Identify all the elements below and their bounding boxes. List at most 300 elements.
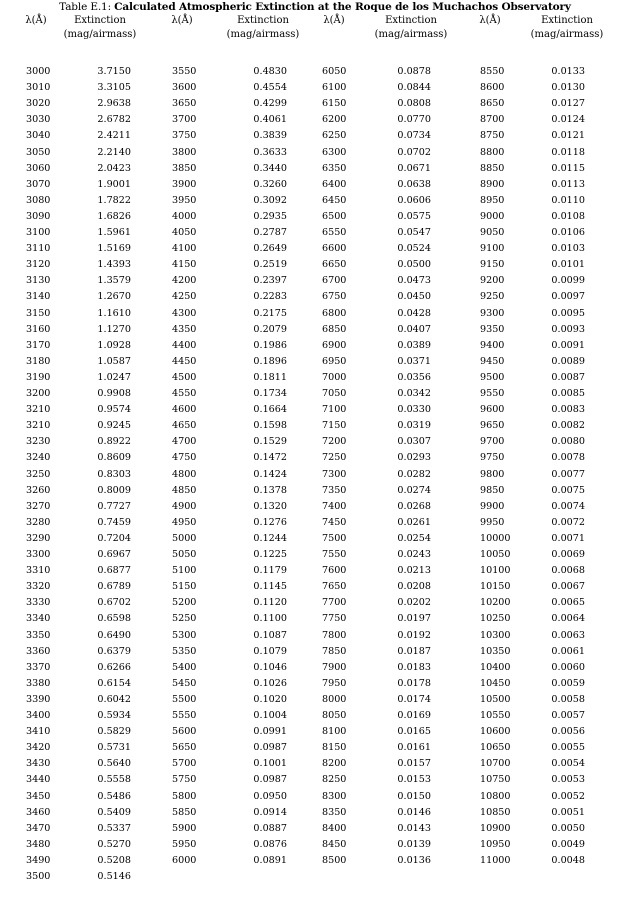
wavelength-cell: 9800	[480, 468, 505, 480]
wavelength-cell: 8850	[480, 162, 505, 174]
extinction-cell: 0.1046	[253, 661, 287, 673]
wavelength-cell: 3350	[26, 629, 51, 641]
extinction-cell: 0.0450	[397, 291, 431, 303]
extinction-cell: 1.3579	[97, 275, 131, 287]
header-extinction-2	[218, 14, 308, 42]
extinction-cell: 0.0293	[397, 452, 431, 464]
extinction-cell: 0.5640	[97, 758, 131, 770]
wavelength-cell: 9850	[480, 484, 505, 496]
wavelength-cell: 3020	[26, 98, 51, 110]
wavelength-cell: 3150	[26, 307, 51, 319]
wavelength-cell: 3850	[172, 162, 197, 174]
extinction-cell: 0.0243	[397, 549, 431, 560]
extinction-cell: 0.0165	[397, 726, 431, 738]
wavelength-cell: 9150	[480, 259, 505, 271]
wavelength-cell: 10200	[480, 597, 511, 609]
wavelength-cell: 8450	[322, 838, 347, 850]
wavelength-cell: 3120	[26, 259, 51, 271]
extinction-cell: 0.0099	[551, 275, 585, 287]
wavelength-cell: 7850	[322, 645, 347, 657]
wavelength-cell: 4800	[172, 468, 197, 480]
wavelength-cell: 4450	[172, 355, 197, 367]
wavelength-cell: 3070	[26, 178, 51, 190]
extinction-cell: 0.3440	[253, 162, 287, 174]
wavelength-cell: 3010	[26, 82, 51, 94]
extinction-cell: 0.8609	[97, 452, 131, 464]
wavelength-cell: 6600	[322, 243, 347, 255]
extinction-cell: 0.0734	[397, 130, 431, 142]
extinction-cell: 0.0844	[397, 82, 431, 94]
wavelength-cell: 5450	[172, 677, 197, 689]
wavelength-cell: 8650	[480, 98, 505, 110]
wavelength-cell: 3030	[26, 114, 51, 126]
wavelength-cell: 4950	[172, 516, 197, 528]
wavelength-cell: 8700	[480, 114, 505, 126]
wavelength-cell: 9350	[480, 323, 505, 335]
header-extinction-line2: (mag/airmass)	[530, 29, 604, 40]
extinction-cell: 0.6877	[97, 565, 131, 577]
extinction-cell: 0.0139	[397, 838, 431, 850]
extinction-cell: 0.0072	[551, 516, 585, 528]
extinction-cell: 3.7150	[97, 66, 131, 77]
wavelength-cell: 3360	[26, 645, 51, 657]
wavelength-cell: 4100	[172, 243, 197, 255]
wavelength-cell: 10800	[480, 790, 511, 802]
wavelength-cell: 9650	[480, 420, 505, 432]
extinction-cell: 1.6826	[97, 210, 131, 222]
extinction-cell: 0.8009	[97, 484, 131, 496]
extinction-cell: 0.0891	[253, 854, 287, 866]
wavelength-cell: 6300	[322, 146, 347, 158]
extinction-cell: 0.0085	[551, 388, 585, 399]
extinction-cell: 0.1244	[253, 532, 287, 544]
extinction-cell: 0.0103	[551, 243, 585, 255]
wavelength-cell: 5700	[172, 758, 197, 770]
extinction-cell: 0.0052	[551, 790, 585, 802]
wavelength-cell: 8400	[322, 822, 347, 834]
extinction-cell: 0.0524	[397, 243, 431, 255]
extinction-cell: 0.0106	[551, 227, 585, 238]
wavelength-cell: 4000	[172, 210, 197, 222]
extinction-cell: 0.1145	[253, 581, 287, 593]
extinction-cell: 0.2079	[253, 323, 287, 335]
wavelength-cell: 4850	[172, 484, 197, 496]
extinction-cell: 0.1896	[253, 355, 287, 367]
wavelength-cell: 4300	[172, 307, 197, 319]
extinction-cell: 0.4554	[253, 82, 287, 94]
wavelength-cell: 6750	[322, 291, 347, 303]
wavelength-cell: 7350	[322, 484, 347, 496]
extinction-cell: 2.6782	[97, 114, 131, 126]
extinction-cell: 0.0342	[397, 388, 431, 399]
extinction-cell: 0.0063	[551, 629, 585, 641]
extinction-cell: 0.0428	[397, 307, 431, 319]
wavelength-cell: 9300	[480, 307, 505, 319]
extinction-cell: 0.5409	[97, 806, 131, 818]
extinction-cell: 0.6490	[97, 629, 131, 641]
wavelength-cell: 3750	[172, 130, 197, 142]
caption-label: Table E.1:	[59, 1, 111, 13]
extinction-cell: 0.0213	[397, 565, 431, 577]
extinction-cell: 0.0136	[397, 854, 431, 866]
wavelength-cell: 3420	[26, 742, 51, 754]
extinction-cell: 0.1020	[253, 693, 287, 705]
wavelength-cell: 6500	[322, 210, 347, 222]
wavelength-cell: 3090	[26, 210, 51, 222]
wavelength-cell: 9600	[480, 404, 505, 416]
header-wavelength-text: λ(Å)	[171, 15, 193, 26]
wavelength-cell: 9200	[480, 275, 505, 287]
wavelength-cell: 4600	[172, 404, 197, 416]
wavelength-cell: 9000	[480, 210, 505, 222]
wavelength-cell: 5600	[172, 726, 197, 738]
extinction-cell: 0.0150	[397, 790, 431, 802]
wavelength-cell: 4200	[172, 275, 197, 287]
wavelength-cell: 3140	[26, 291, 51, 303]
wavelength-cell: 3330	[26, 597, 51, 609]
extinction-cell: 0.1811	[253, 371, 287, 383]
extinction-cell: 0.8303	[97, 468, 131, 480]
wavelength-cell: 4250	[172, 291, 197, 303]
extinction-cell: 0.0274	[397, 484, 431, 496]
extinction-cell: 0.0083	[551, 404, 585, 416]
wavelength-cell: 3000	[26, 66, 51, 77]
wavelength-cell: 3110	[26, 243, 51, 255]
extinction-cell: 0.0069	[551, 549, 585, 560]
extinction-cell: 0.0065	[551, 597, 585, 609]
wavelength-cell: 5250	[172, 613, 197, 625]
wavelength-cell: 7300	[322, 468, 347, 480]
wavelength-cell: 7650	[322, 581, 347, 593]
wavelength-cell: 3440	[26, 774, 51, 786]
extinction-cell: 0.0389	[397, 339, 431, 351]
extinction-cell: 0.0153	[397, 774, 431, 786]
wavelength-cell: 3460	[26, 806, 51, 818]
extinction-cell: 0.0183	[397, 661, 431, 673]
header-wavelength-text: λ(Å)	[479, 15, 501, 26]
extinction-cell: 0.4299	[253, 98, 287, 110]
extinction-cell: 1.7822	[97, 194, 131, 206]
wavelength-cell: 5900	[172, 822, 197, 834]
wavelength-cell: 8900	[480, 178, 505, 190]
wavelength-cell: 6950	[322, 355, 347, 367]
extinction-cell: 2.4211	[97, 130, 131, 142]
extinction-cell: 0.0702	[397, 146, 431, 158]
extinction-cell: 0.5270	[97, 838, 131, 850]
extinction-cell: 0.1472	[253, 452, 287, 464]
extinction-cell: 0.0319	[397, 420, 431, 432]
wavelength-cell: 7900	[322, 661, 347, 673]
wavelength-cell: 4400	[172, 339, 197, 351]
extinction-cell: 0.5731	[97, 742, 131, 754]
extinction-cell: 0.0087	[551, 371, 585, 383]
wavelength-cell: 3430	[26, 758, 51, 770]
wavelength-cell: 7700	[322, 597, 347, 609]
wavelength-cell: 3490	[26, 854, 51, 866]
wavelength-cell: 8050	[322, 710, 347, 721]
extinction-cell: 0.0097	[551, 291, 585, 303]
wavelength-cell: 4500	[172, 371, 197, 383]
extinction-cell: 0.2787	[253, 227, 287, 238]
wavelength-cell: 10050	[480, 549, 511, 560]
wavelength-cell: 10000	[480, 532, 511, 544]
extinction-cell: 0.6154	[97, 677, 131, 689]
wavelength-cell: 3100	[26, 227, 51, 238]
wavelength-cell: 10250	[480, 613, 511, 625]
wavelength-cell: 7500	[322, 532, 347, 544]
extinction-cell: 0.8922	[97, 436, 131, 448]
extinction-cell: 0.0261	[397, 516, 431, 528]
extinction-cell: 0.0174	[397, 693, 431, 705]
wavelength-cell: 8150	[322, 742, 347, 754]
extinction-cell: 0.0547	[397, 227, 431, 238]
extinction-cell: 0.0500	[397, 259, 431, 271]
extinction-cell: 0.0671	[397, 162, 431, 174]
extinction-cell: 0.0110	[551, 194, 585, 206]
extinction-cell: 2.0423	[97, 162, 131, 174]
header-wavelength-2	[162, 14, 202, 28]
extinction-cell: 0.1120	[253, 597, 287, 609]
wavelength-cell: 5550	[172, 710, 197, 721]
wavelength-cell: 9700	[480, 436, 505, 448]
wavelength-cell: 6150	[322, 98, 347, 110]
wavelength-cell: 8250	[322, 774, 347, 786]
wavelength-cell: 6100	[322, 82, 347, 94]
extinction-cell: 0.1026	[253, 677, 287, 689]
extinction-cell: 0.0202	[397, 597, 431, 609]
wavelength-cell: 9100	[480, 243, 505, 255]
wavelength-cell: 7450	[322, 516, 347, 528]
extinction-cell: 0.0091	[551, 339, 585, 351]
header-extinction-line2: (mag/airmass)	[374, 29, 448, 40]
extinction-cell: 0.6042	[97, 693, 131, 705]
header-extinction-line2: (mag/airmass)	[226, 29, 300, 40]
header-wavelength-1	[16, 14, 56, 28]
wavelength-cell: 11000	[480, 854, 511, 866]
wavelength-cell: 10700	[480, 758, 511, 770]
extinction-cell: 0.5934	[97, 710, 131, 721]
extinction-cell: 0.0113	[551, 178, 585, 190]
wavelength-cell: 5850	[172, 806, 197, 818]
extinction-cell: 0.0268	[397, 500, 431, 512]
extinction-cell: 0.1986	[253, 339, 287, 351]
extinction-cell: 1.5961	[97, 227, 131, 238]
wavelength-cell: 9050	[480, 227, 505, 238]
wavelength-cell: 9450	[480, 355, 505, 367]
extinction-cell: 0.1225	[253, 549, 287, 560]
extinction-cell: 0.0054	[551, 758, 585, 770]
wavelength-cell: 4750	[172, 452, 197, 464]
extinction-cell: 0.0407	[397, 323, 431, 335]
extinction-cell: 0.0059	[551, 677, 585, 689]
extinction-cell: 0.6379	[97, 645, 131, 657]
wavelength-cell: 3470	[26, 822, 51, 834]
wavelength-cell: 10600	[480, 726, 511, 738]
wavelength-cell: 3320	[26, 581, 51, 593]
extinction-cell: 0.5486	[97, 790, 131, 802]
extinction-cell: 0.5337	[97, 822, 131, 834]
extinction-cell: 0.0121	[551, 130, 585, 142]
wavelength-cell: 3170	[26, 339, 51, 351]
extinction-cell: 0.2519	[253, 259, 287, 271]
extinction-cell: 0.7727	[97, 500, 131, 512]
wavelength-cell: 8600	[480, 82, 505, 94]
extinction-cell: 0.0127	[551, 98, 585, 110]
wavelength-cell: 3180	[26, 355, 51, 367]
wavelength-cell: 3080	[26, 194, 51, 206]
extinction-cell: 0.1001	[253, 758, 287, 770]
extinction-cell: 0.1004	[253, 710, 287, 721]
extinction-cell: 3.3105	[97, 82, 131, 94]
wavelength-cell: 3310	[26, 565, 51, 577]
wavelength-cell: 10350	[480, 645, 511, 657]
wavelength-cell: 4350	[172, 323, 197, 335]
wavelength-cell: 9550	[480, 388, 505, 399]
extinction-cell: 0.0048	[551, 854, 585, 866]
wavelength-cell: 5400	[172, 661, 197, 673]
wavelength-cell: 5500	[172, 693, 197, 705]
wavelength-cell: 3270	[26, 500, 51, 512]
wavelength-cell: 10500	[480, 693, 511, 705]
wavelength-cell: 4550	[172, 388, 197, 399]
extinction-cell: 0.0950	[253, 790, 287, 802]
extinction-cell: 1.4393	[97, 259, 131, 271]
extinction-cell: 0.0068	[551, 565, 585, 577]
extinction-cell: 0.2649	[253, 243, 287, 255]
wavelength-cell: 5200	[172, 597, 197, 609]
wavelength-cell: 7750	[322, 613, 347, 625]
wavelength-cell: 10850	[480, 806, 511, 818]
extinction-cell: 0.0075	[551, 484, 585, 496]
header-extinction-line1: Extinction	[74, 15, 126, 26]
wavelength-cell: 10450	[480, 677, 511, 689]
wavelength-cell: 4700	[172, 436, 197, 448]
extinction-cell: 1.1610	[97, 307, 131, 319]
wavelength-cell: 4900	[172, 500, 197, 512]
wavelength-cell: 3210	[26, 404, 51, 416]
wavelength-cell: 10400	[480, 661, 511, 673]
wavelength-cell: 3130	[26, 275, 51, 287]
wavelength-cell: 7200	[322, 436, 347, 448]
extinction-cell: 0.2283	[253, 291, 287, 303]
wavelength-cell: 3250	[26, 468, 51, 480]
extinction-cell: 0.0089	[551, 355, 585, 367]
extinction-cell: 0.9908	[97, 388, 131, 399]
extinction-cell: 0.1320	[253, 500, 287, 512]
extinction-cell: 0.0101	[551, 259, 585, 271]
extinction-cell: 0.1598	[253, 420, 287, 432]
wavelength-cell: 5950	[172, 838, 197, 850]
extinction-cell: 0.0575	[397, 210, 431, 222]
wavelength-cell: 7050	[322, 388, 347, 399]
wavelength-cell: 3950	[172, 194, 197, 206]
extinction-cell: 1.1270	[97, 323, 131, 335]
header-extinction-4	[522, 14, 612, 42]
extinction-cell: 0.1179	[253, 565, 287, 577]
wavelength-cell: 9500	[480, 371, 505, 383]
wavelength-cell: 10550	[480, 710, 511, 721]
extinction-cell: 0.0118	[551, 146, 585, 158]
wavelength-cell: 7600	[322, 565, 347, 577]
wavelength-cell: 7550	[322, 549, 347, 560]
wavelength-cell: 6550	[322, 227, 347, 238]
extinction-cell: 0.0093	[551, 323, 585, 335]
extinction-cell: 0.1378	[253, 484, 287, 496]
extinction-cell: 0.1079	[253, 645, 287, 657]
wavelength-cell: 3280	[26, 516, 51, 528]
wavelength-cell: 3190	[26, 371, 51, 383]
wavelength-cell: 6200	[322, 114, 347, 126]
wavelength-cell: 4050	[172, 227, 197, 238]
extinction-cell: 2.2140	[97, 146, 131, 158]
wavelength-cell: 7800	[322, 629, 347, 641]
wavelength-cell: 3260	[26, 484, 51, 496]
header-wavelength-text: λ(Å)	[323, 15, 345, 26]
extinction-cell: 2.9638	[97, 98, 131, 110]
extinction-cell: 0.9574	[97, 404, 131, 416]
extinction-cell: 0.4061	[253, 114, 287, 126]
wavelength-cell: 3060	[26, 162, 51, 174]
extinction-cell: 0.0307	[397, 436, 431, 448]
wavelength-cell: 8500	[322, 854, 347, 866]
wavelength-cell: 6250	[322, 130, 347, 142]
extinction-cell: 0.0192	[397, 629, 431, 641]
extinction-cell: 0.0187	[397, 645, 431, 657]
extinction-cell: 1.0928	[97, 339, 131, 351]
extinction-cell: 0.6266	[97, 661, 131, 673]
wavelength-cell: 8300	[322, 790, 347, 802]
extinction-cell: 1.2670	[97, 291, 131, 303]
extinction-cell: 0.0638	[397, 178, 431, 190]
extinction-cell: 0.1529	[253, 436, 287, 448]
extinction-cell: 0.0473	[397, 275, 431, 287]
wavelength-cell: 6050	[322, 66, 347, 77]
extinction-cell: 0.1100	[253, 613, 287, 625]
extinction-cell: 0.0060	[551, 661, 585, 673]
extinction-cell: 0.0115	[551, 162, 585, 174]
extinction-cell: 0.3092	[253, 194, 287, 206]
extinction-cell: 0.2935	[253, 210, 287, 222]
extinction-cell: 0.0161	[397, 742, 431, 754]
wavelength-cell: 8950	[480, 194, 505, 206]
wavelength-cell: 8800	[480, 146, 505, 158]
wavelength-cell: 9250	[480, 291, 505, 303]
extinction-cell: 0.5558	[97, 774, 131, 786]
wavelength-cell: 10750	[480, 774, 511, 786]
wavelength-cell: 4150	[172, 259, 197, 271]
wavelength-cell: 3800	[172, 146, 197, 158]
wavelength-cell: 3370	[26, 661, 51, 673]
extinction-cell: 0.0077	[551, 468, 585, 480]
wavelength-cell: 10150	[480, 581, 511, 593]
extinction-cell: 0.0208	[397, 581, 431, 593]
wavelength-cell: 8350	[322, 806, 347, 818]
extinction-cell: 0.6702	[97, 597, 131, 609]
wavelength-cell: 6650	[322, 259, 347, 271]
extinction-cell: 0.1424	[253, 468, 287, 480]
extinction-cell: 0.1664	[253, 404, 287, 416]
wavelength-cell: 10900	[480, 822, 511, 834]
table-caption	[0, 1, 630, 14]
extinction-cell: 0.6967	[97, 549, 131, 560]
extinction-cell: 1.5169	[97, 243, 131, 255]
extinction-cell: 0.9245	[97, 420, 131, 432]
extinction-cell: 0.0064	[551, 613, 585, 625]
extinction-cell: 0.3260	[253, 178, 287, 190]
extinction-cell: 0.2175	[253, 307, 287, 319]
wavelength-cell: 3050	[26, 146, 51, 158]
wavelength-cell: 6400	[322, 178, 347, 190]
